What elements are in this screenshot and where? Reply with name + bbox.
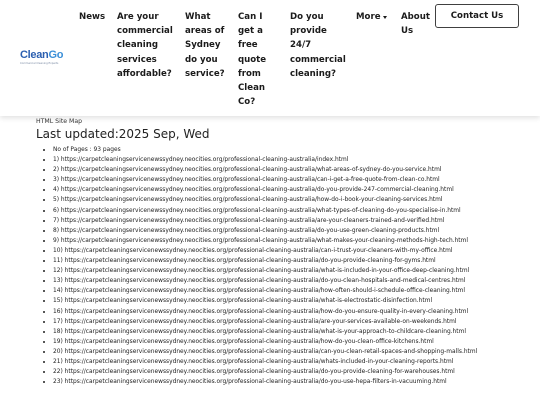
nav-more-dropdown[interactable] [356, 10, 387, 24]
sitemap-list [42, 145, 523, 387]
site-header [0, 0, 540, 116]
list-item [53, 266, 523, 276]
nav-more-label: More [356, 12, 381, 22]
logo-tagline: Commercial Cleaning Experts [20, 62, 59, 65]
list-item [53, 276, 523, 286]
list-item [53, 256, 523, 266]
contact-us-button[interactable]: Contact Us [435, 4, 519, 28]
list-item [53, 246, 523, 256]
list-item [53, 367, 523, 377]
sitemap-link[interactable]: 3) https://carpetcleaningservicenewssydney.neocities.org/professional-cleaning-australia/can-i-get-a-free-quote-from-clean-co.html [53, 177, 440, 184]
sitemap-link[interactable]: 5) https://carpetcleaningservicenewssydney.neocities.org/professional-cleaning-australia/how-do-i-book-your-cleaning-services.html [53, 197, 443, 204]
list-item [53, 195, 523, 205]
sitemap-link[interactable]: 15) https://carpetcleaningservicenewssydney.neocities.org/professional-cleaning-australia/what-is-electrostatic-disinfection.html [53, 298, 433, 305]
logo-wordmark: CleanGo [20, 49, 64, 61]
list-item [53, 236, 523, 246]
list-item [53, 357, 523, 367]
list-item [53, 327, 523, 337]
chevron-down-icon [383, 16, 387, 19]
list-item [53, 226, 523, 236]
list-item [53, 347, 523, 357]
sitemap-link[interactable]: 6) https://carpetcleaningservicenewssydney.neocities.org/professional-cleaning-australia/what-types-of-cleaning-do-you-specialise-in.html [53, 207, 461, 214]
sitemap-link[interactable]: 20) https://carpetcleaningservicenewssydney.neocities.org/professional-cleaning-australia/can-you-clean-retail-spaces-and-shopping-malls.html [53, 348, 478, 355]
nav-areas[interactable]: What areas of Sydney do you service? [185, 12, 225, 79]
sitemap-link[interactable]: 21) https://carpetcleaningservicenewssydney.neocities.org/professional-cleaning-australia/whats-included-in-your-cleaning-reports.html [53, 358, 454, 365]
nav-247-cleaning[interactable]: Do you provide 24/7 commercial cleaning? [290, 12, 346, 79]
list-item [53, 155, 523, 165]
nav-about[interactable]: About Us [401, 12, 430, 37]
sitemap-link[interactable]: 9) https://carpetcleaningservicenewssydney.neocities.org/professional-cleaning-australia/what-makes-your-cleaning-methods-high-tech.html [53, 237, 468, 244]
list-item [53, 377, 523, 387]
list-item [53, 296, 523, 306]
sitemap-link[interactable]: 2) https://carpetcleaningservicenewssydney.neocities.org/professional-cleaning-australia/what-areas-of-sydney-do-you-service.html [53, 167, 442, 174]
list-item [53, 317, 523, 327]
list-item [53, 185, 523, 195]
sitemap-link[interactable]: 19) https://carpetcleaningservicenewssydney.neocities.org/professional-cleaning-australia/how-do-you-clean-office-kitchens.html [53, 338, 434, 345]
page-count: • No of Pages : 93 pages [53, 145, 523, 155]
list-item [53, 216, 523, 226]
sitemap-link[interactable]: 23) https://carpetcleaningservicenewssydney.neocities.org/professional-cleaning-australia/do-you-use-hepa-filters-in-vacuuming.html [53, 379, 447, 386]
list-item [53, 307, 523, 317]
nav-free-quote[interactable]: Can I get a free quote from Clean Co? [238, 12, 267, 108]
sitemap-link[interactable]: 14) https://carpetcleaningservicenewssydney.neocities.org/professional-cleaning-australia/how-often-should-i-schedule-office-cleaning.html [53, 288, 466, 295]
sitemap-link[interactable]: 8) https://carpetcleaningservicenewssydney.neocities.org/professional-cleaning-australia/do-you-use-green-cleaning-products.html [53, 227, 440, 234]
nav-news[interactable]: News [79, 12, 106, 22]
list-item [53, 165, 523, 175]
list-item [53, 175, 523, 185]
sitemap-link[interactable]: 1) https://carpetcleaningservicenewssydney.neocities.org/professional-cleaning-australia/index.html [53, 157, 349, 164]
page-title: Last updated:2025 Sep, Wed [36, 127, 210, 141]
sitemap-link[interactable]: 11) https://carpetcleaningservicenewssydney.neocities.org/professional-cleaning-australia/do-you-provide-cleaning-for-gyms.html [53, 258, 436, 265]
sitemap-link[interactable]: 18) https://carpetcleaningservicenewssydney.neocities.org/professional-cleaning-australia/what-is-your-approach-to-childcare-cleaning.html [53, 328, 466, 335]
sitemap-link[interactable]: 13) https://carpetcleaningservicenewssydney.neocities.org/professional-cleaning-australia/do-you-clean-hospitals-and-medical-centres.html [53, 278, 466, 285]
sitemap-link[interactable]: 17) https://carpetcleaningservicenewssydney.neocities.org/professional-cleaning-australia/are-your-services-available-on-weekends.html [53, 318, 457, 325]
sitemap-link[interactable]: 22) https://carpetcleaningservicenewssydney.neocities.org/professional-cleaning-australia/do-you-provide-cleaning-for-warehouses.html [53, 369, 455, 376]
list-item [53, 337, 523, 347]
sitemap-link[interactable]: 12) https://carpetcleaningservicenewssydney.neocities.org/professional-cleaning-australia/what-is-included-in-your-office-deep-cleaning.html [53, 268, 470, 275]
list-item [53, 206, 523, 216]
sitemap-link[interactable]: 10) https://carpetcleaningservicenewssydney.neocities.org/professional-cleaning-australia/can-i-trust-your-cleaners-with-my-office.html [53, 247, 453, 254]
brand-logo[interactable] [20, 50, 66, 68]
breadcrumb: HTML Site Map [36, 118, 83, 125]
list-item [53, 286, 523, 296]
nav-affordable[interactable]: Are your commercial cleaning services affordable? [117, 12, 173, 79]
sitemap-link[interactable]: 4) https://carpetcleaningservicenewssydney.neocities.org/professional-cleaning-australia/do-you-provide-247-commercial-cleaning.html [53, 187, 454, 194]
sitemap-link[interactable]: 16) https://carpetcleaningservicenewssydney.neocities.org/professional-cleaning-australia/how-do-you-ensure-quality-in-every-cleaning.html [53, 308, 469, 315]
sitemap-link[interactable]: 7) https://carpetcleaningservicenewssydney.neocities.org/professional-cleaning-australia/are-your-cleaners-trained-and-verified.html [53, 217, 445, 224]
